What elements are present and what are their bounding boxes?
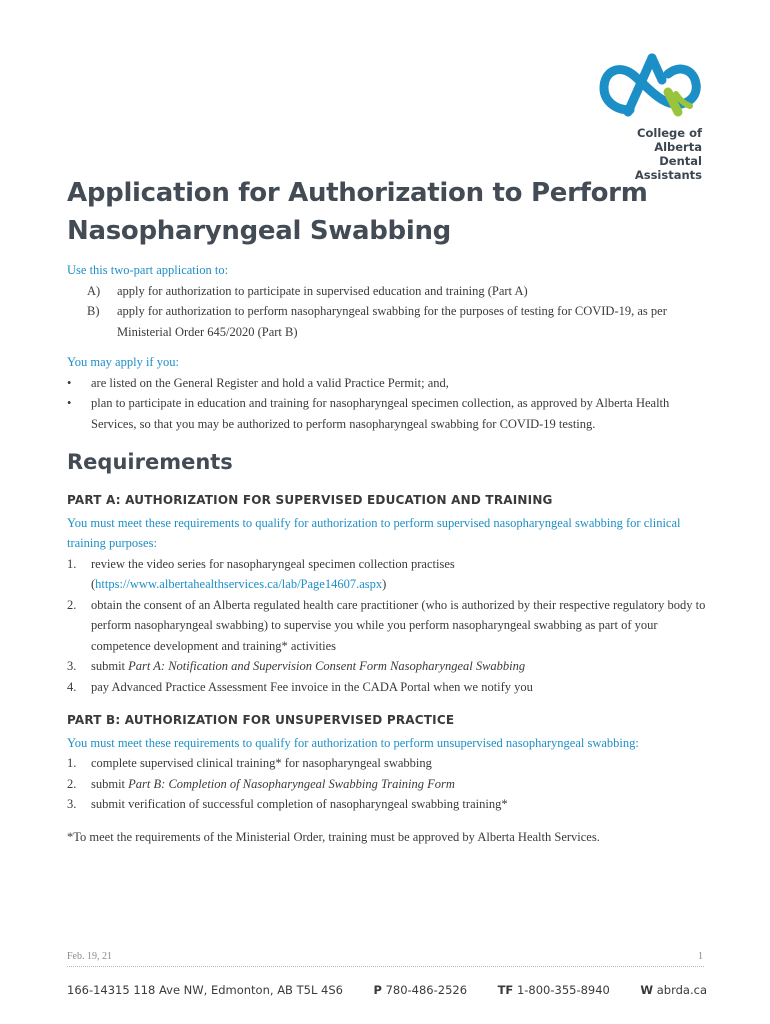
phone-label: P: [373, 983, 382, 997]
web-link[interactable]: abrda.ca: [656, 983, 707, 997]
list-item: [67, 393, 717, 434]
list-item: [67, 554, 717, 595]
list-text: plan to participate in education and training for nasopharyngeal specimen collection, as approved by Alberta Health Services, so that you may be authorized to perform nasopharyngeal swabbing for COVID-19 testing.: [91, 396, 670, 431]
part-b-heading: PART B: AUTHORIZATION FOR UNSUPERVISED PRACTICE: [67, 713, 455, 727]
list-text: obtain the consent of an Alberta regulated health care practitioner (who is authorized by their respective regulatory body to perform nasopharyngeal swabbing) to supervise you while you perform nasopharyngeal swabbing as part of your competence development and training* activities: [91, 597, 706, 653]
part-a-section: [67, 490, 717, 697]
tollfree-number: 1-800-355-8940: [516, 983, 610, 997]
part-a-lead: You must meet these requirements to qualify for authorization to perform supervised nasopharyngeal swabbing for clinical training purposes:: [67, 515, 681, 550]
list-marker: 2.: [67, 776, 77, 791]
org-logo: [592, 50, 710, 182]
list-marker: 4.: [67, 679, 77, 694]
form-name: Part A: Notification and Supervision Consent Form Nasopharyngeal Swabbing: [128, 659, 526, 673]
part-a-heading: PART A: AUTHORIZATION FOR SUPERVISED EDUCATION AND TRAINING: [67, 493, 553, 507]
list-text: apply for authorization to perform nasopharyngeal swabbing for the purposes of testing for COVID-19, as per Ministerial Order 645/2020 (Part B): [117, 304, 667, 339]
list-text: submit: [91, 659, 129, 673]
eligibility-lead: You may apply if you:: [67, 355, 179, 369]
list-marker: 1.: [67, 556, 77, 571]
list-text: submit: [91, 776, 129, 791]
list-marker: 1.: [67, 756, 77, 770]
list-marker: 3.: [67, 659, 77, 673]
list-item: [67, 656, 717, 677]
footer-divider: [67, 966, 704, 967]
list-marker: 3.: [67, 797, 77, 811]
part-b-section: [67, 710, 717, 847]
tollfree-label: TF: [497, 983, 514, 997]
list-item: [67, 301, 717, 342]
link-open-paren: (: [91, 577, 96, 591]
list-item: [67, 794, 717, 815]
link-close-paren: ): [382, 577, 387, 591]
footer-contact: [67, 983, 707, 997]
page-title-line1: Application for Authorization to Perform: [67, 178, 648, 208]
web-label: W: [640, 983, 654, 997]
list-text: apply for authorization to participate in supervised education and training (Part A): [117, 283, 528, 298]
eligibility-section: [67, 352, 717, 434]
list-item: [67, 774, 717, 795]
list-item: [67, 281, 717, 302]
list-marker: B): [87, 304, 100, 318]
intro-lead: Use this two-part application to:: [67, 263, 229, 277]
list-text: are listed on the General Register and hold a valid Practice Permit; and,: [91, 375, 449, 390]
list-item: [67, 595, 717, 657]
intro-section: [67, 260, 717, 342]
requirements-heading: Requirements: [67, 450, 233, 474]
list-marker: 2.: [67, 597, 77, 612]
phone-number: 780-486-2526: [385, 983, 468, 997]
org-name-line1: College of Alberta: [637, 126, 702, 154]
form-name: Part B: Completion of Nasopharyngeal Swabbing Training Form: [128, 776, 455, 791]
cada-logo-icon: [596, 50, 706, 120]
org-name-line2: Dental Assistants: [634, 154, 702, 182]
page-number: 1: [698, 951, 703, 962]
page-title-line2: Nasopharyngeal Swabbing: [67, 216, 451, 246]
footer-web: [640, 983, 707, 997]
part-b-lead: You must meet these requirements to qualify for authorization to perform unsupervised nasopharyngeal swabbing:: [67, 735, 639, 750]
list-item: [67, 753, 717, 774]
footer-tollfree: [498, 983, 610, 997]
list-text: pay Advanced Practice Assessment Fee invoice in the CADA Portal when we notify you: [91, 679, 533, 694]
list-item: [67, 677, 717, 698]
list-item: [67, 373, 717, 394]
list-text: submit verification of successful completion of nasopharyngeal swabbing training*: [91, 797, 508, 811]
list-marker: A): [87, 283, 101, 298]
ahs-video-link[interactable]: https://www.albertahealthservices.ca/lab/Page14607.aspx: [95, 577, 383, 591]
bullet-icon: •: [67, 396, 72, 410]
footer-date: Feb. 19, 21: [67, 951, 112, 962]
footer-phone: [373, 983, 467, 997]
bullet-icon: •: [67, 375, 72, 390]
list-text: review the video series for nasopharyngeal specimen collection practises: [91, 556, 455, 571]
list-text: complete supervised clinical training* for nasopharyngeal swabbing: [91, 756, 432, 770]
page-title: [67, 174, 707, 250]
training-note: *To meet the requirements of the Ministerial Order, training must be approved by Alberta Health Services.: [67, 829, 600, 844]
footer-address: 166-14315 118 Ave NW, Edmonton, AB T5L 4S6: [67, 983, 343, 997]
